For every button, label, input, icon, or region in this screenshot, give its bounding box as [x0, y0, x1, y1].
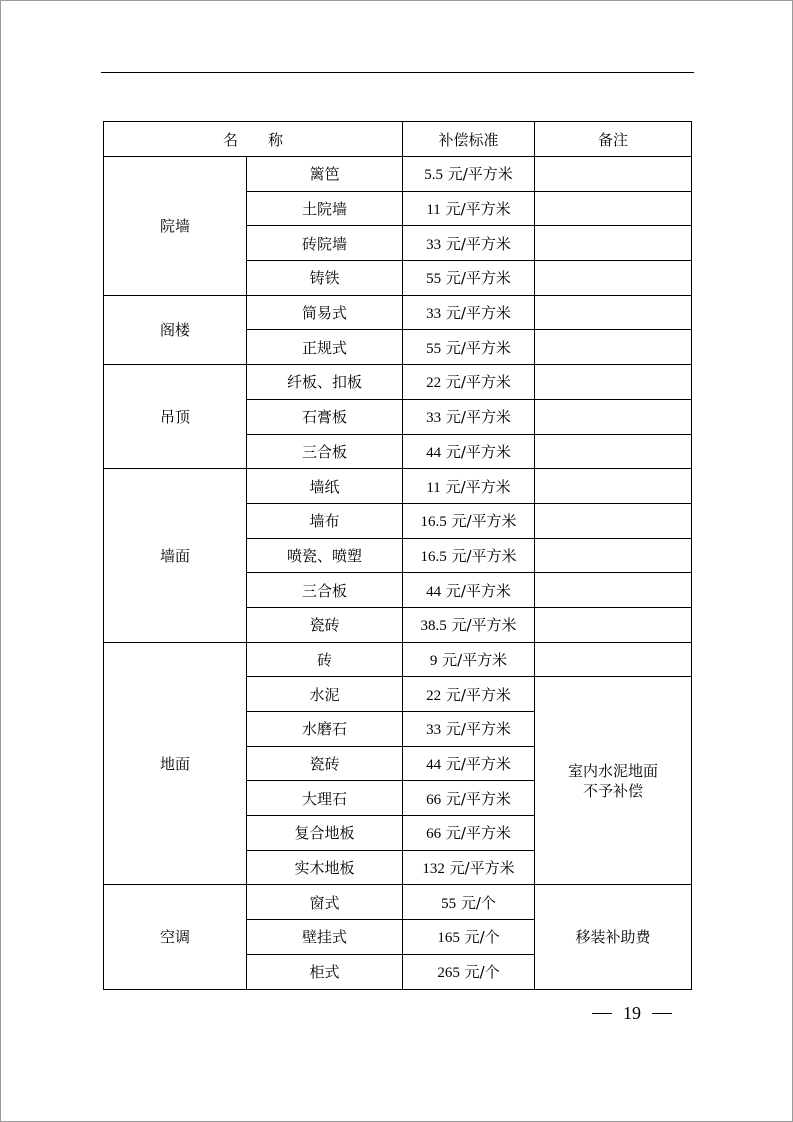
category-cell: 院墙	[104, 157, 247, 296]
note-cell-merged	[535, 677, 692, 885]
item-name-cell: 水磨石	[247, 712, 403, 747]
standard-cell	[403, 677, 535, 712]
standard-unit: 元/平方米	[445, 408, 511, 427]
table-row	[104, 642, 692, 677]
note-cell	[535, 365, 692, 400]
standard-cell	[403, 538, 535, 573]
standard-unit: 元/平方米	[447, 165, 513, 184]
standard-cell	[403, 954, 535, 989]
header-rule	[101, 72, 694, 73]
item-name-cell: 实木地板	[247, 850, 403, 885]
standard-unit: 元/平方米	[445, 720, 511, 739]
item-name-cell: 壁挂式	[247, 920, 403, 955]
standard-unit: 元/平方米	[445, 373, 511, 392]
table-row	[104, 885, 692, 920]
standard-unit: 元/平方米	[445, 789, 511, 808]
note-line: 不予补偿	[582, 781, 643, 800]
standard-cell	[403, 330, 535, 365]
table-header-row	[104, 122, 692, 157]
standard-unit: 元/平方米	[451, 616, 517, 635]
header-name-part1: 名	[222, 130, 238, 149]
item-name-cell: 篱笆	[247, 157, 403, 192]
page-number-value: 19	[623, 1002, 641, 1023]
item-name-cell: 纤板、扣板	[247, 365, 403, 400]
note-cell	[535, 399, 692, 434]
item-name-cell: 复合地板	[247, 816, 403, 851]
category-cell: 空调	[104, 885, 247, 989]
standard-cell	[403, 503, 535, 538]
standard-value: 33	[426, 306, 442, 323]
item-name-cell: 正规式	[247, 330, 403, 365]
note-cell	[535, 157, 692, 192]
standard-value: 22	[426, 687, 442, 704]
standard-cell	[403, 920, 535, 955]
standard-unit: 元/个	[464, 963, 500, 982]
note-cell	[535, 434, 692, 469]
note-cell	[535, 573, 692, 608]
standard-value: 44	[426, 583, 442, 600]
standard-cell	[403, 365, 535, 400]
standard-unit: 元/平方米	[445, 269, 511, 288]
note-cell	[535, 191, 692, 226]
standard-unit: 元/个	[460, 893, 496, 912]
item-name-cell: 三合板	[247, 434, 403, 469]
header-name-part2: 称	[268, 130, 284, 149]
page-number-dash-right	[652, 1013, 672, 1014]
item-name-cell: 瓷砖	[247, 607, 403, 642]
category-cell: 吊顶	[104, 365, 247, 469]
note-line: 室内水泥地面	[567, 761, 658, 780]
note-cell	[535, 330, 692, 365]
standard-cell	[403, 816, 535, 851]
standard-unit: 元/平方米	[442, 650, 508, 669]
standard-unit: 元/平方米	[445, 824, 511, 843]
standard-unit: 元/平方米	[445, 755, 511, 774]
standard-value: 5.5	[424, 167, 443, 184]
item-name-cell: 柜式	[247, 954, 403, 989]
item-name-cell: 石膏板	[247, 399, 403, 434]
header-name	[104, 122, 403, 157]
standard-cell	[403, 399, 535, 434]
standard-unit: 元/平方米	[445, 338, 511, 357]
item-name-cell: 简易式	[247, 295, 403, 330]
standard-cell	[403, 712, 535, 747]
standard-cell	[403, 261, 535, 296]
standard-cell	[403, 434, 535, 469]
standard-value: 33	[426, 722, 442, 739]
standard-cell	[403, 642, 535, 677]
standard-value: 33	[426, 236, 442, 253]
standard-value: 22	[426, 375, 442, 392]
standard-value: 16.5	[420, 548, 447, 565]
item-name-cell: 喷瓷、喷塑	[247, 538, 403, 573]
standard-value: 33	[426, 410, 442, 427]
standard-value: 55	[441, 895, 457, 912]
standard-unit: 元/个	[464, 928, 500, 947]
standard-unit: 元/平方米	[449, 859, 515, 878]
note-cell	[535, 295, 692, 330]
standard-cell	[403, 573, 535, 608]
standard-cell	[403, 746, 535, 781]
standard-unit: 元/平方米	[451, 512, 517, 531]
table-row	[104, 157, 692, 192]
standard-cell	[403, 781, 535, 816]
category-cell: 阁楼	[104, 295, 247, 364]
standard-unit: 元/平方米	[445, 685, 511, 704]
standard-unit: 元/平方米	[445, 200, 511, 219]
standard-cell	[403, 295, 535, 330]
note-cell	[535, 607, 692, 642]
category-cell: 地面	[104, 642, 247, 885]
standard-unit: 元/平方米	[445, 442, 511, 461]
item-name-cell: 铸铁	[247, 261, 403, 296]
note-cell-merged: 移装补助费	[535, 885, 692, 989]
standard-cell	[403, 885, 535, 920]
table-row	[104, 295, 692, 330]
item-name-cell: 砖院墙	[247, 226, 403, 261]
item-name-cell: 大理石	[247, 781, 403, 816]
standard-cell	[403, 191, 535, 226]
standard-unit: 元/平方米	[445, 234, 511, 253]
table-row	[104, 469, 692, 504]
note-cell	[535, 261, 692, 296]
compensation-table	[103, 121, 692, 990]
item-name-cell: 墙布	[247, 503, 403, 538]
item-name-cell: 瓷砖	[247, 746, 403, 781]
item-name-cell: 水泥	[247, 677, 403, 712]
standard-value: 132	[422, 861, 445, 878]
standard-value: 66	[426, 791, 442, 808]
header-standard: 补偿标准	[403, 122, 535, 157]
table-row	[104, 365, 692, 400]
note-cell	[535, 642, 692, 677]
standard-value: 11	[426, 202, 441, 219]
standard-value: 44	[426, 444, 442, 461]
standard-value: 165	[437, 930, 460, 947]
note-cell	[535, 469, 692, 504]
standard-value: 38.5	[420, 618, 447, 635]
standard-cell	[403, 469, 535, 504]
item-name-cell: 三合板	[247, 573, 403, 608]
standard-value: 66	[426, 826, 442, 843]
note-cell	[535, 538, 692, 573]
standard-value: 44	[426, 757, 442, 774]
item-name-cell: 砖	[247, 642, 403, 677]
note-cell	[535, 503, 692, 538]
item-name-cell: 土院墙	[247, 191, 403, 226]
standard-value: 55	[426, 340, 442, 357]
item-name-cell: 窗式	[247, 885, 403, 920]
standard-unit: 元/平方米	[445, 581, 511, 600]
standard-value: 9	[429, 652, 438, 669]
standard-unit: 元/平方米	[445, 304, 511, 323]
standard-value: 55	[426, 271, 442, 288]
page-number	[592, 1003, 672, 1023]
standard-cell	[403, 850, 535, 885]
page-number-dash-left	[592, 1013, 612, 1014]
standard-value: 11	[426, 479, 441, 496]
standard-cell	[403, 157, 535, 192]
item-name-cell: 墙纸	[247, 469, 403, 504]
standard-value: 265	[437, 965, 460, 982]
category-cell: 墙面	[104, 469, 247, 642]
standard-cell	[403, 607, 535, 642]
note-cell	[535, 226, 692, 261]
standard-cell	[403, 226, 535, 261]
standard-unit: 元/平方米	[445, 477, 511, 496]
header-note: 备注	[535, 122, 692, 157]
standard-unit: 元/平方米	[451, 546, 517, 565]
standard-value: 16.5	[420, 514, 447, 531]
